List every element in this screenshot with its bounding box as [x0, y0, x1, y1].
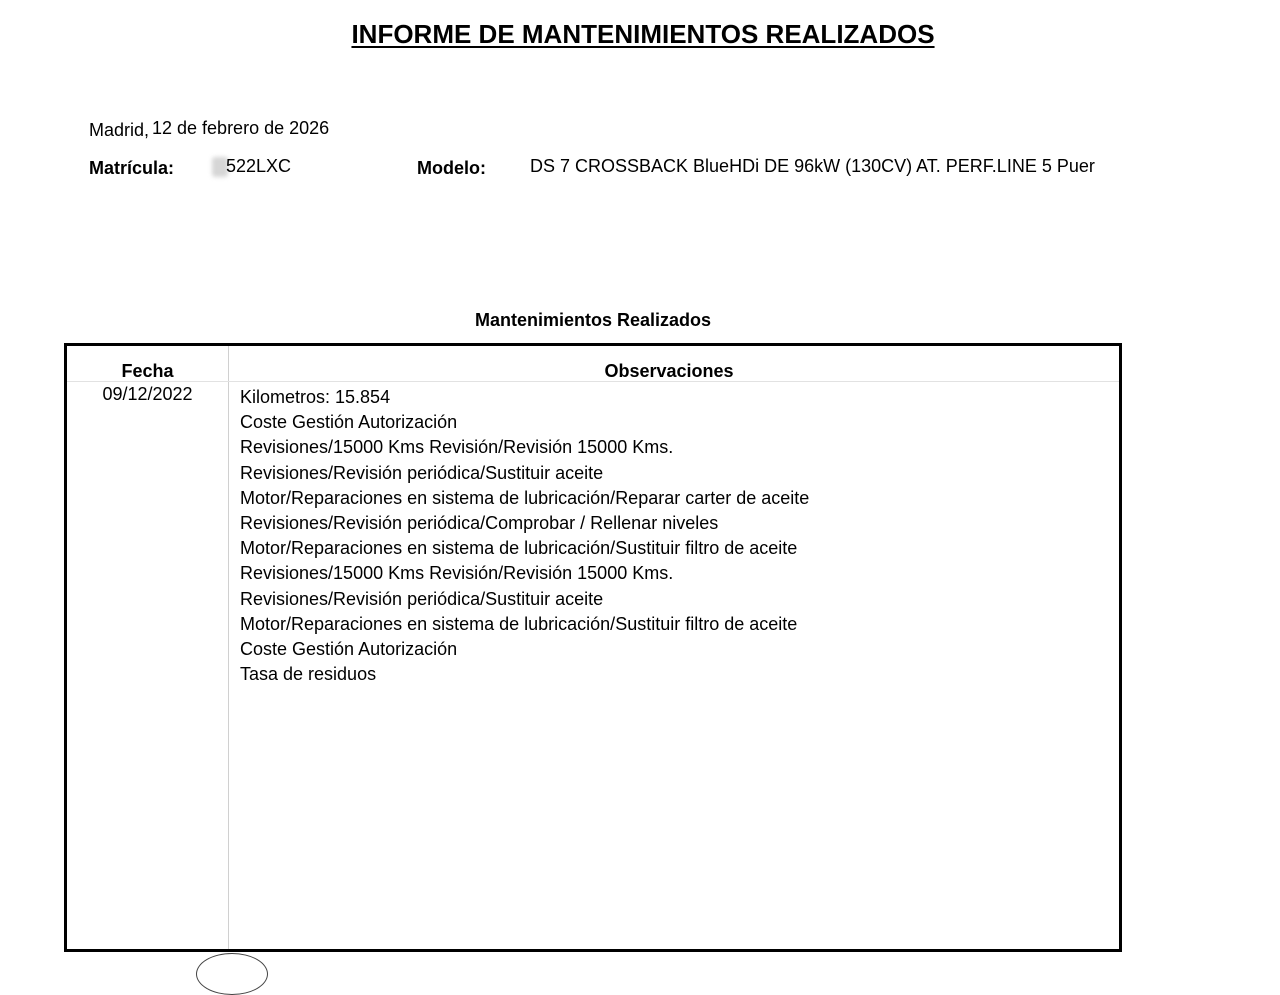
list-item: Kilometros: 15.854: [240, 387, 391, 407]
list-item: Motor/Reparaciones en sistema de lubricación/Reparar carter de aceite: [240, 487, 810, 508]
list-item: Revisiones/15000 Kms Revisión/Revisión 15000 Kms.: [240, 563, 674, 584]
column-divider: [228, 346, 229, 949]
list-item: Motor/Reparaciones en sistema de lubricación/Sustituir filtro de aceite: [240, 613, 798, 634]
list-item: Revisiones/Revisión periódica/Comprobar / Rellenar niveles: [240, 513, 719, 534]
stamp-edge: [196, 953, 268, 995]
list-item: Revisiones/Revisión periódica/Sustituir aceite: [240, 462, 604, 483]
list-item: Coste Gestión Autorización: [240, 412, 458, 433]
section-title: Mantenimientos Realizados: [474, 310, 712, 330]
list-item: Revisiones/Revisión periódica/Sustituir aceite: [240, 588, 604, 609]
plate-value: 522LXC: [226, 156, 292, 176]
model-value: DS 7 CROSSBACK BlueHDi DE 96kW (130CV) AT. PERF.LINE 5 Puer: [530, 156, 1095, 176]
list-item: Revisiones/15000 Kms Revisión/Revisión 15000 Kms.: [240, 437, 674, 458]
row-date: 09/12/2022: [102, 384, 193, 404]
row-observations: [240, 385, 809, 687]
header-observations: Observaciones: [604, 361, 734, 381]
report-city: Madrid,: [89, 120, 150, 140]
list-item: Coste Gestión Autorización: [240, 639, 458, 660]
list-item: Tasa de residuos: [240, 664, 377, 685]
page-title: INFORME DE MANTENIMIENTOS REALIZADOS: [351, 19, 935, 49]
list-item: Motor/Reparaciones en sistema de lubricación/Sustituir filtro de aceite: [240, 538, 798, 559]
plate-label: Matrícula:: [89, 158, 175, 178]
model-label: Modelo:: [417, 158, 486, 178]
report-date: 12 de febrero de 2026: [152, 118, 330, 138]
maintenance-table: [64, 343, 1122, 952]
header-date: Fecha: [121, 361, 174, 381]
